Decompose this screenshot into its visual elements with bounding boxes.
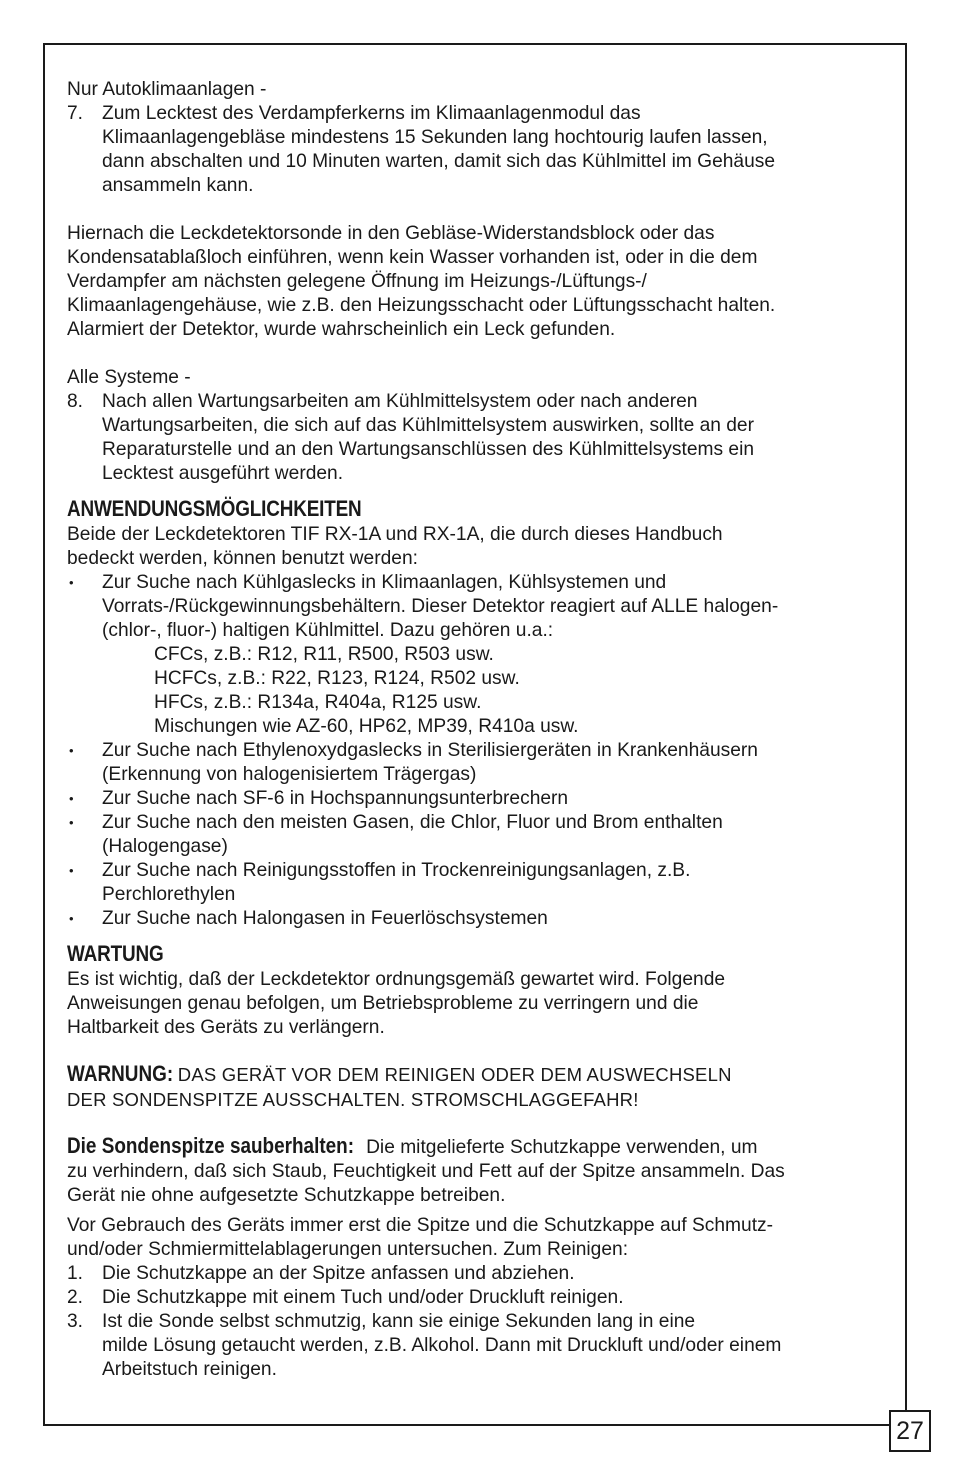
page-number: 27: [889, 1410, 931, 1452]
step-7: 7. Zum Lecktest des Verdampferkerns im Klimaanlagenmodul das Klimaanlagengebläse mindestens 15 Sekunden lang hochtourig laufen lassen, dann abschalten und 10 Minuten warten, damit sich das Kühlmittel im Gehäuse ansammeln kann.: [67, 103, 776, 196]
bullet-icon: •: [69, 815, 74, 830]
step-number: 2.: [67, 1287, 84, 1308]
heading-maintenance: WARTUNG: [67, 941, 164, 966]
bullet-icon: •: [69, 791, 74, 806]
page-content: [67, 78, 897, 1382]
applications-intro: Beide der Leckdetektoren TIF RX-1A und RX-1A, die durch dieses Handbuch bedeckt werden, können benutzt werden:: [67, 524, 723, 569]
clean-step-3: 3. Ist die Sonde selbst schmutzig, kann sie einige Sekunden lang in eine milde Lösung getaucht werden, z.B. Alkohol. Dann mit Druckluft und/oder einem Arbeitstuch reinigen.: [67, 1311, 782, 1380]
maintenance-paragraph: Es ist wichtig, daß der Leckdetektor ordnungsgemäß gewartet wird. Folgende Anweisungen genau befolgen, um Betriebsprobleme zu verringern und die Haltbarkeit des Geräts zu verlängern.: [67, 969, 726, 1038]
step-8: 8. Nach allen Wartungsarbeiten am Kühlmittelsystem oder nach anderen Wartungsarbeiten, die sich auf das Kühlmittelsystem auswirken, sollte an der Reparaturstelle und an den Wartungsanschlüssen des Kühlmittelsystems ein Lecktest ausgeführt werden.: [67, 391, 755, 484]
bullet-dry-cleaning: • Zur Suche nach Reinigungsstoffen in Trockenreinigungsanlagen, z.B. Perchlorethylen: [69, 860, 691, 905]
heading-applications: ANWENDUNGSMÖGLICHKEITEN: [67, 496, 362, 521]
bullet-halon: • Zur Suche nach Halongasen in Feuerlöschsystemen: [69, 908, 548, 929]
step-number: 3.: [67, 1311, 84, 1332]
clean-tip-paragraph: Die Sondenspitze sauberhalten: Die mitgelieferte Schutzkappe verwenden, um zu verhindern, daß sich Staub, Feuchtigkeit und Fett auf der Spitze ansammeln. Das Gerät nie ohne aufgesetzte Schutzkappe betreiben.: [67, 1133, 785, 1206]
bullet-refrigerants: • Zur Suche nach Kühlgaslecks in Klimaanlagen, Kühlsystemen und Vorrats-/Rückgewinnungsbehältern. Dieser Detektor reagiert auf ALLE halogen- (chlor-, fluor-) haltigen Kühlmittel. Dazu gehören u.a.:: [69, 572, 779, 641]
step-number: 1.: [67, 1263, 84, 1284]
bullet-halogen-gases: • Zur Suche nach den meisten Gasen, die Chlor, Fluor und Brom enthalten (Halogengase): [69, 812, 723, 857]
refrigerant-list: CFCs, z.B.: R12, R11, R500, R503 usw. HCFCs, z.B.: R22, R123, R124, R502 usw. HFCs, z.B.: R134a, R404a, R125 usw. Mischungen wie AZ-60, HP62, MP39, R410a usw.: [154, 644, 579, 737]
bullet-ethylene-oxide: • Zur Suche nach Ethylenoxydgaslecks in Sterilisiergeräten in Krankenhäusern (Erkennung von halogenisiertem Trägergas): [69, 740, 758, 785]
section-label-all: Alle Systeme -: [67, 367, 191, 388]
bullet-icon: •: [69, 911, 74, 926]
before-use-paragraph: Vor Gebrauch des Geräts immer erst die Spitze und die Schutzkappe auf Schmutz- und/oder Schmiermittelablagerungen untersuchen. Zum Reinigen:: [67, 1215, 774, 1260]
warning-block: WARNUNG: DAS GERÄT VOR DEM REINIGEN ODER DEM AUSWECHSELN DER SONDENSPITZE AUSSCHALTEN. STROMSCHLAGGEFAHR!: [67, 1061, 732, 1110]
section-label-auto: Nur Autoklimaanlagen -: [67, 79, 267, 100]
bullet-icon: •: [69, 743, 74, 758]
step-number: 7.: [67, 103, 84, 124]
clean-tip-label: Die Sondenspitze sauberhalten:: [67, 1133, 355, 1158]
warning-label: WARNUNG:: [67, 1061, 174, 1086]
bullet-sf6: • Zur Suche nach SF-6 in Hochspannungsunterbrechern: [69, 788, 569, 809]
bullet-icon: •: [69, 863, 74, 878]
clean-step-2: 2. Die Schutzkappe mit einem Tuch und/oder Druckluft reinigen.: [67, 1287, 624, 1308]
bullet-icon: •: [69, 575, 74, 590]
clean-step-1: 1. Die Schutzkappe an der Spitze anfassen und abziehen.: [67, 1263, 575, 1284]
paragraph-probe: Hiernach die Leckdetektorsonde in den Gebläse-Widerstandsblock oder das Kondensatablaßloch einführen, wenn kein Wasser vorhanden ist, oder in die dem Verdampfer am nächsten gelegene Öffnung im Heizungs-/Lüftungs-/ Klimaanlagengehäuse, wie z.B. den Heizungsschacht oder Lüftungsschacht halten. Alarmiert der Detektor, wurde wahrscheinlich ein Leck gefunden.: [67, 223, 776, 340]
step-number: 8.: [67, 391, 84, 412]
